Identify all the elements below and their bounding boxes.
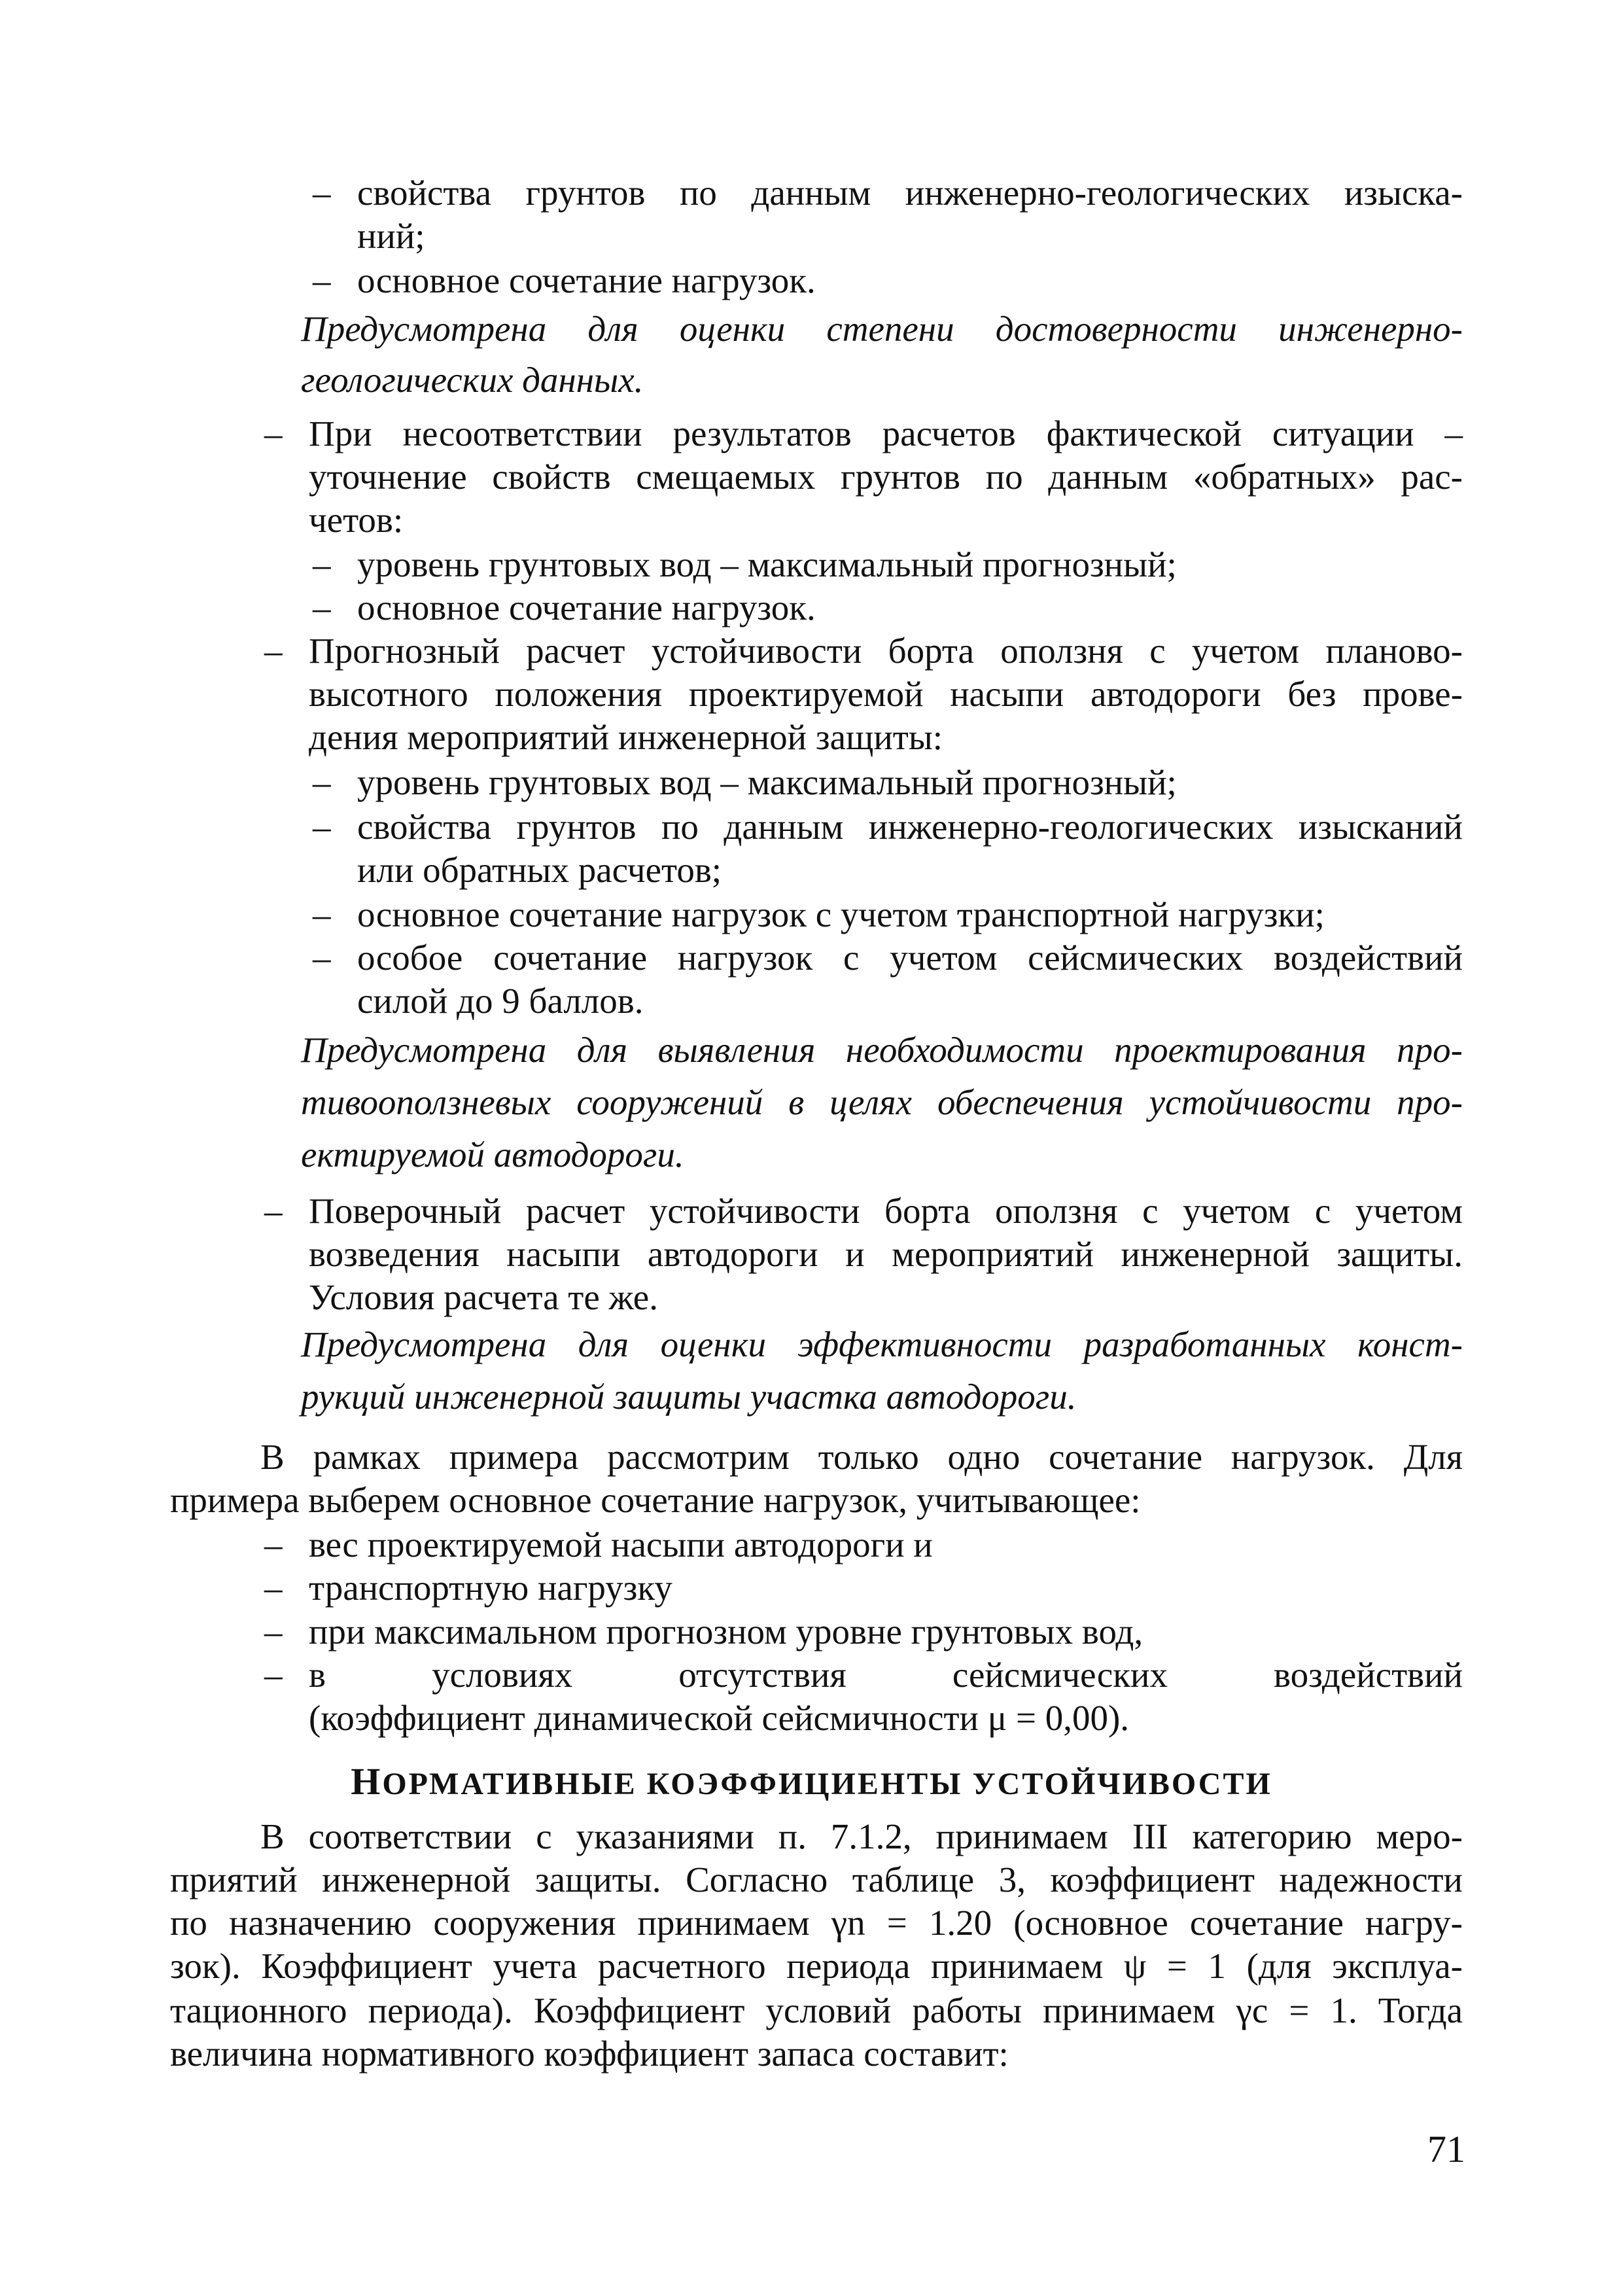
list-dash: – <box>313 762 331 802</box>
italic-note: тивооползневых сооружений в целях обеспечения устойчивости про- <box>301 1082 1463 1122</box>
text-line: Условия расчета те же. <box>309 1277 658 1317</box>
text-line: возведения насыпи автодороги и мероприятий инженерной защиты. <box>309 1234 1463 1274</box>
text-line: Прогнозный расчет устойчивости борта оползня с учетом планово- <box>309 631 1463 671</box>
paragraph-line: приятий инженерной защиты. Согласно таблице 3, коэффициент надежности <box>170 1860 1463 1899</box>
italic-note: Предусмотрена для оценки степени достоверности инженерно- <box>301 309 1463 349</box>
italic-note: геологических данных. <box>301 360 644 400</box>
italic-note: Предусмотрена для оценки эффективности разработанных конст- <box>301 1324 1463 1364</box>
paragraph-line: В соответствии с указаниями п. 7.1.2, принимаем III категорию меро- <box>260 1816 1463 1856</box>
text-line: (коэффициент динамической сейсмичности μ = 0,00). <box>309 1698 1130 1738</box>
text-line: транспортную нагрузку <box>309 1568 672 1608</box>
paragraph-line: зок). Коэффициент учета расчетного периода принимаем ψ = 1 (для эксплуа- <box>170 1946 1463 1986</box>
italic-note: Предусмотрена для выявления необходимости проектирования про- <box>301 1030 1463 1070</box>
text-line: дения мероприятий инженерной защиты: <box>309 717 943 757</box>
text-line: основное сочетание нагрузок с учетом транспортной нагрузки; <box>357 894 1325 934</box>
paragraph-line: В рамках примера рассмотрим только одно сочетание нагрузок. Для <box>260 1437 1463 1477</box>
text-line: четов: <box>309 500 404 540</box>
list-dash: – <box>264 1655 283 1695</box>
text-line: вес проектируемой насыпи автодороги и <box>309 1525 933 1564</box>
text-line: основное сочетание нагрузок. <box>357 260 816 300</box>
list-dash: – <box>313 588 331 627</box>
paragraph-line: величина нормативного коэффициент запаса составит: <box>170 2034 1009 2074</box>
text-line: при максимальном прогнозном уровне грунтовых вод, <box>309 1612 1143 1651</box>
list-dash: – <box>313 544 331 584</box>
text-line: При несоответствии результатов расчетов фактической ситуации – <box>309 414 1463 453</box>
list-dash: – <box>264 1191 283 1231</box>
heading-initial: Н <box>351 1760 383 1803</box>
italic-note: рукций инженерной защиты участка автодороги. <box>301 1377 1077 1417</box>
list-dash: – <box>264 1525 283 1564</box>
text-line: уточнение свойств смещаемых грунтов по данным «обратных» рас- <box>309 457 1463 497</box>
list-dash: – <box>264 631 283 671</box>
text-line: Поверочный расчет устойчивости борта оползня с учетом с учетом <box>309 1191 1463 1231</box>
list-dash: – <box>313 260 331 300</box>
list-dash: – <box>313 173 331 213</box>
heading-text: ОРМАТИВНЫЕ КОЭФФИЦИЕНТЫ УСТОЙЧИВОСТИ <box>382 1767 1272 1801</box>
text-line: свойства грунтов по данным инженерно-геологических изыска- <box>357 173 1463 213</box>
text-line: или обратных расчетов; <box>357 850 722 890</box>
text-line: уровень грунтовых вод – максимальный прогнозный; <box>357 544 1177 584</box>
text-line: свойства грунтов по данным инженерно-геологических изысканий <box>357 807 1463 847</box>
text-line: силой до 9 баллов. <box>357 981 644 1021</box>
text-line: основное сочетание нагрузок. <box>357 588 816 627</box>
italic-note: ектируемой автодороги. <box>301 1135 684 1174</box>
text-line: ний; <box>357 216 425 256</box>
page-number: 71 <box>1427 2128 1465 2170</box>
text-line: в условиях отсутствия сейсмических воздействий <box>309 1655 1463 1695</box>
list-dash: – <box>313 938 331 978</box>
paragraph-line: примера выберем основное сочетание нагрузок, учитывающее: <box>170 1480 1141 1520</box>
text-line: особое сочетание нагрузок с учетом сейсмических воздействий <box>357 938 1463 978</box>
list-dash: – <box>313 894 331 934</box>
list-dash: – <box>264 414 283 453</box>
list-dash: – <box>313 807 331 847</box>
text-line: высотного положения проектируемой насыпи автодороги без прове- <box>309 674 1463 714</box>
list-dash: – <box>264 1612 283 1651</box>
paragraph-line: по назначению сооружения принимаем γn = 1.20 (основное сочетание нагру- <box>170 1903 1463 1943</box>
text-line: уровень грунтовых вод – максимальный прогнозный; <box>357 762 1177 802</box>
section-heading <box>0 1760 1623 1806</box>
list-dash: – <box>264 1568 283 1608</box>
paragraph-line: тационного периода). Коэффициент условий работы принимаем γc = 1. Тогда <box>170 1990 1463 2030</box>
